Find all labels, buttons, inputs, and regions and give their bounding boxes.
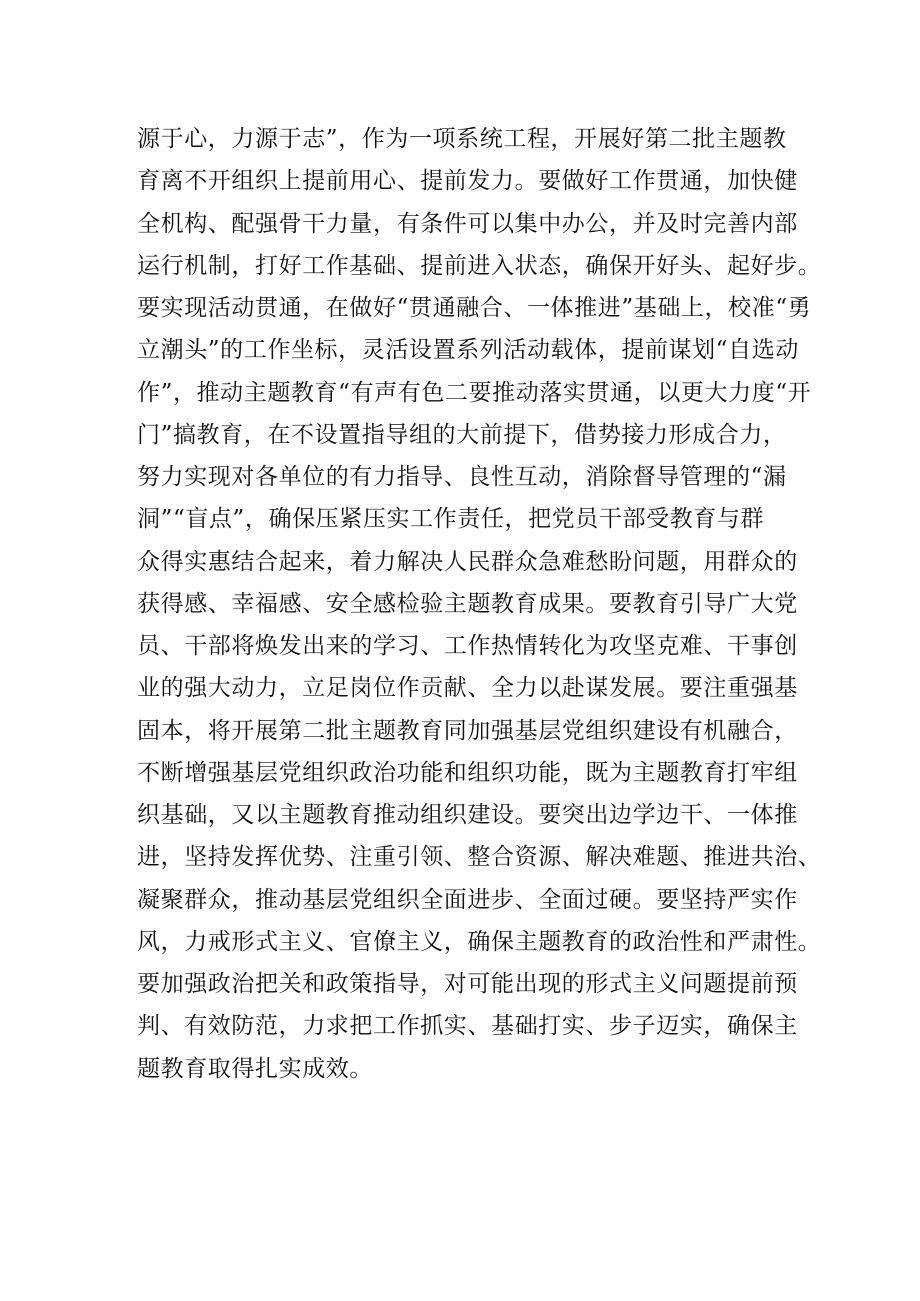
text-line: 全机构、配强骨干力量，有条件可以集中办公，并及时完善内部 [137, 210, 798, 237]
text-line: 题教育取得扎实成效。 [137, 1055, 373, 1082]
text-line: 众得实惠结合起来，着力解决人民群众急难愁盼问题，用群众的 [137, 548, 798, 575]
text-line: 源于心，力源于志”，作为一项系统工程，开展好第二批主题教 [137, 126, 787, 152]
text-line: 门”搞教育，在不设置指导组的大前提下，借势接力形成合力， [137, 421, 787, 448]
text-line: 凝聚群众，推动基层党组织全面进步、全面过硬。要坚持严实作 [137, 886, 798, 913]
text-line: 要实现活动贯通，在做好“贯通融合、一体推进”基础上，校准“勇 [137, 295, 812, 321]
text-line: 运行机制，打好工作基础、提前进入状态，确保开好头、起好步。 [137, 252, 822, 279]
text-line: 业的强大动力，立足岗位作贡献、全力以赴谋发展。要注重强基 [137, 675, 798, 702]
text-line: 努力实现对各单位的有力指导、良性互动，消除督导管理的“漏 [137, 464, 787, 490]
text-line: 要加强政治把关和政策指导，对可能出现的形式主义问题提前预 [137, 971, 798, 997]
text-line: 立潮头”的工作坐标，灵活设置系列活动载体，提前谋划“自选动 [137, 337, 799, 364]
text-line: 洞”“盲点”，确保压紧压实工作责任，把党员干部受教育与群 [137, 506, 765, 533]
text-line: 进，坚持发挥优势、注重引领、整合资源、解决难题、推进共治、 [137, 844, 822, 871]
text-line: 风，力戒形式主义、官僚主义，确保主题教育的政治性和严肃性。 [137, 928, 822, 955]
text-line: 织基础，又以主题教育推动组织建设。要突出边学边干、一体推 [137, 802, 798, 828]
body-paragraph [137, 118, 837, 1090]
text-line: 员、干部将焕发出来的学习、工作热情转化为攻坚克难、干事创 [137, 633, 798, 659]
text-line: 获得感、幸福感、安全感检验主题教育成果。要教育引导广大党 [137, 590, 798, 617]
text-line: 作”，推动主题教育“有声有色二要推动落实贯通，以更大力度“开 [137, 379, 812, 406]
text-line: 固本，将开展第二批主题教育同加强基层党组织建设有机融合， [137, 717, 798, 744]
text-line: 判、有效防范，力求把工作抓实、基础打实、步子迈实，确保主 [137, 1013, 798, 1040]
text-line: 不断增强基层党组织政治功能和组织功能，既为主题教育打牢组 [137, 759, 798, 786]
text-line: 育离不开组织上提前用心、提前发力。要做好工作贯通，加快健 [137, 168, 798, 195]
